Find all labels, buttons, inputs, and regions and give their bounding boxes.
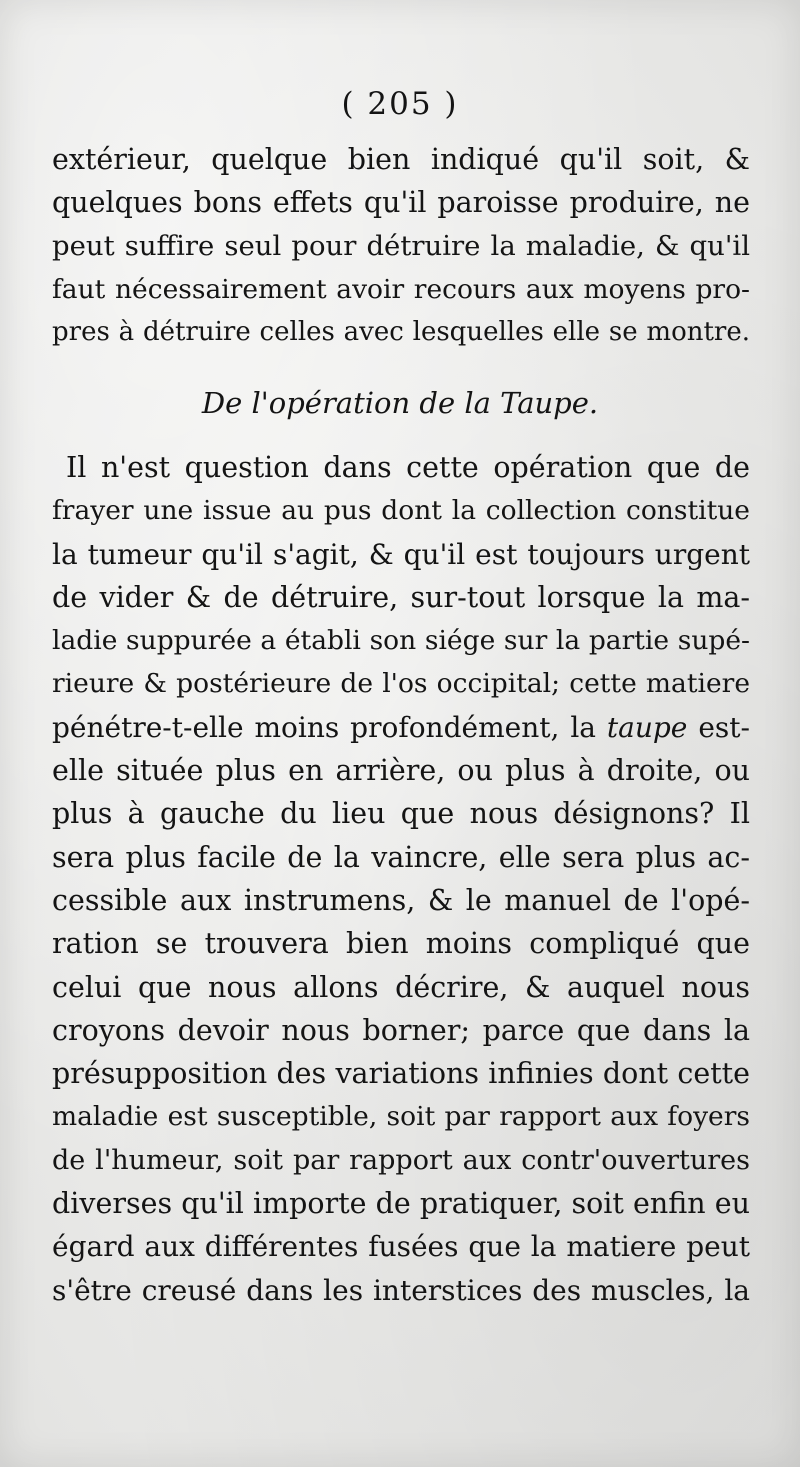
text-line-mixed [52, 706, 750, 749]
page-number: ( 205 ) [341, 86, 459, 122]
text-line: celui que nous allons décrire, & auquel nous [52, 970, 750, 1004]
text-line: frayer une issue au pus dont la collection constitue [52, 495, 750, 527]
text-line: Il n'est question dans cette opération que de [66, 451, 750, 484]
text-line: ladie suppurée a établi son siége sur la partie supé- [52, 625, 750, 657]
text-line: maladie est susceptible, soit par rapport aux foyers [52, 1101, 750, 1133]
text-line: faut nécessairement avoir recours aux moyens pro- [52, 273, 750, 305]
text-line: plus à gauche du lieu que nous désignons? Il [52, 797, 750, 831]
text-line: présupposition des variations infinies dont cette [52, 1057, 750, 1091]
text-line: pres à détruire celles avec lesquelles elle se montre. [52, 317, 750, 348]
text-segment: est- [698, 710, 750, 744]
text-line: de l'humeur, soit par rapport aux contr'ouvertures [52, 1144, 750, 1176]
text-line: s'être creusé dans les interstices des muscles, la [52, 1273, 750, 1307]
text-line: quelques bons effets qu'il paroisse produire, ne [52, 186, 750, 220]
text-line: croyons devoir nous borner; parce que dans la [52, 1013, 750, 1047]
text-line: peut suffire seul pour détruire la maladie, & qu'il [52, 229, 750, 262]
italic-word-taupe: taupe [606, 710, 688, 744]
text-line: extérieur, quelque bien indiqué qu'il soit, & [52, 143, 750, 176]
text-line: égard aux différentes fusées que la matiere peut [52, 1230, 750, 1264]
text-segment: pénétre-t-elle moins profondément, la [52, 710, 596, 744]
text-line: elle située plus en arrière, ou plus à droite, ou [52, 754, 750, 788]
text-line: de vider & de détruire, sur-tout lorsque la ma- [52, 580, 750, 614]
text-line: la tumeur qu'il s'agit, & qu'il est toujours urgent [52, 537, 750, 571]
text-line: rieure & postérieure de l'os occipital; cette matiere [52, 668, 750, 700]
text-line: diverses qu'il importe de pratiquer, soit enfin eu [52, 1187, 750, 1221]
text-line: ration se trouvera bien moins compliqué que [52, 927, 750, 961]
text-line: cessible aux instrumens, & le manuel de l'opé- [52, 883, 750, 917]
text-line: sera plus facile de la vaincre, elle sera plus ac- [52, 840, 750, 874]
paragraph-continuation [52, 138, 750, 354]
paragraph-body [52, 446, 750, 1312]
section-heading: De l'opération de la Taupe. [201, 386, 599, 420]
